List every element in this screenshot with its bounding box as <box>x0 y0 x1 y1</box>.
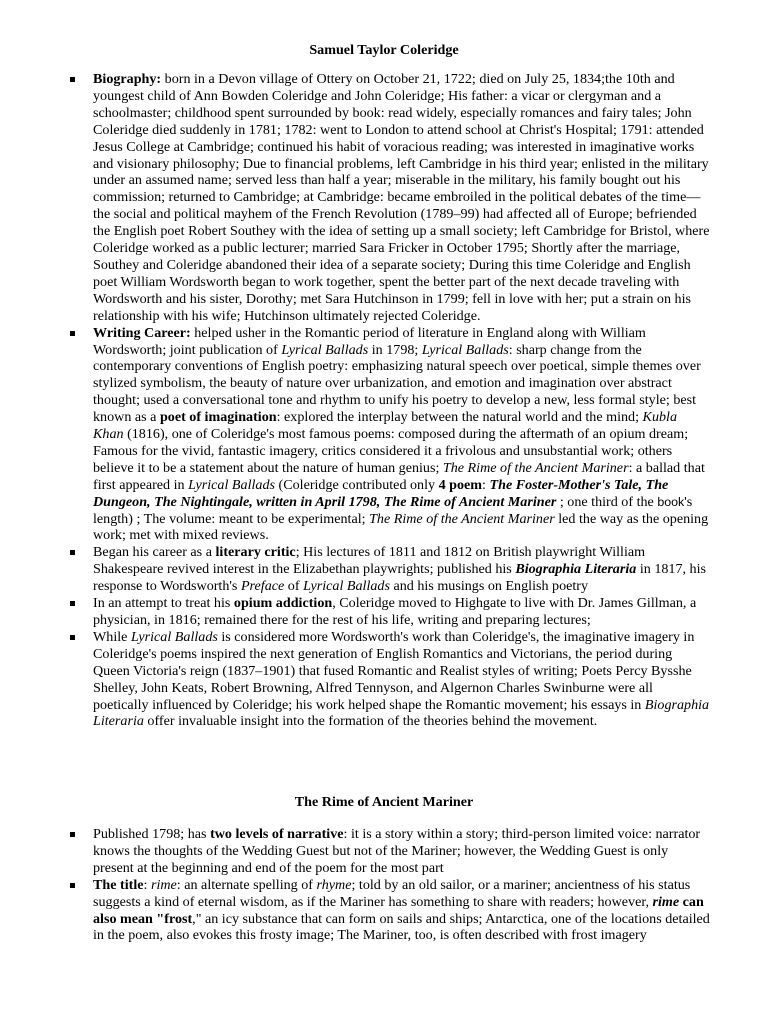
the-title-label: The title <box>93 876 144 893</box>
text-run: ; one third of the <box>556 493 658 510</box>
italic-title: The Rime of the Ancient Mariner <box>442 459 629 476</box>
text-run: : explored the interplay between the natural world and the mind; <box>276 409 643 426</box>
bold-term: opium addiction <box>233 595 333 612</box>
text-run: ," an icy substance that can form on sails and ships; Antarctica, one of the locations detailed in the poem, also evokes this frosty image; The Mariner, too, is often described with frost imagery <box>93 910 710 944</box>
bullet-icon <box>70 601 75 606</box>
bold-term: can also mean "frost <box>93 893 704 927</box>
text-run: in 1817, his response to Wordsworth's <box>93 561 707 595</box>
list-item-published <box>0 826 711 877</box>
text-run: 's length) ; The volume: meant to be experimental; <box>93 493 693 527</box>
text-run: ; His lectures of 1811 and 1812 on British playwright William Shakespeare revived interest in the Elizabethan playwrights; published his <box>93 544 646 578</box>
writing-career-label: Writing Career: <box>93 324 191 341</box>
text-run: book <box>657 494 685 509</box>
text-run: ; told by an old sailor, or a mariner; ancientness of his status suggests a kind of eternal wisdom, as if the Mariner has something to share with readers; however, <box>93 876 691 910</box>
text-run: led the way as the opening work; met with mixed reviews. <box>93 510 709 544</box>
bold-term: two levels of narrative <box>210 826 344 842</box>
bullet-icon <box>70 883 75 888</box>
text-run: of <box>284 578 304 595</box>
text-run: (1816), one of Coleridge's most famous poems: composed during the aftermath of an opium dream; Famous for the vivid, fantastic imagery, critics considered it a frivolous and unsubstantial work; others believe it to be a statement about the nature of human genius; <box>93 426 689 476</box>
bold-italic-title: Biographia Literaria <box>515 561 637 578</box>
bullet-icon <box>70 635 75 640</box>
text-run: offer invaluable insight into the formation of the theories behind the movement. <box>143 713 598 730</box>
italic-title: Biographia Literaria <box>93 696 710 730</box>
list-item-the-title <box>0 877 711 945</box>
text-run: : sharp change from the contemporary conventions of English poetry: emphasizing natural speech over poetical, simple themes over stylized symbolism, the beauty of nature over urbanization, and emotion and imagination over abstract thought; used a conversational tone and rhythm to unify his poetry to develop a new, less formal style; best known as a <box>93 341 701 426</box>
bold-italic-poem-list: The Foster-Mother's Tale, The Dungeon, The Nightingale, written in April 1798, The Rime of Ancient Mariner <box>93 476 669 510</box>
italic-title: Kubla Khan <box>93 409 678 443</box>
bullet-icon <box>70 550 75 555</box>
bold-italic-term: rime <box>652 893 680 910</box>
list-item-biography <box>0 71 711 325</box>
text-run: : an alternate spelling of <box>176 876 317 893</box>
text-run: : <box>143 876 151 893</box>
bold-term: literary critic <box>215 544 296 561</box>
text-run: : a ballad that first appeared in <box>93 459 705 493</box>
text-run: : it is a story within a story; third-person limited voice: narrator knows the thoughts of the Wedding Guest but not of the Mariner; however, the Wedding Guest is only present at the beginning and end of the poem for the most part <box>93 826 701 876</box>
bullet-icon <box>70 331 75 336</box>
bullet-icon <box>70 832 75 837</box>
list-item-opium-addiction <box>0 595 711 629</box>
bold-term: 4 poem <box>438 476 483 493</box>
text-run: is considered more Wordsworth's work than Coleridge's, the imaginative imagery in Coleridge's poems inspired the next generation of English Romantics and Victorians, the period during Queen Victoria's reign (1837–1901) that fused Romantic and Realist styles of writing; Poets Percy Bysshe Shelley, John Keats, Robert Browning, Alfred Tennyson, and Algernon Charles Swinburne were all poetically influenced by Coleridge; his work helped shape the Romantic movement; his essays in <box>93 628 695 713</box>
italic-title: The Rime of the Ancient Mariner <box>369 510 555 527</box>
italic-title: Lyrical Ballads <box>281 341 369 358</box>
text-run: Began his career as a <box>93 544 216 561</box>
list-item-writing-career <box>0 325 711 545</box>
text-run: (Coleridge contributed only <box>274 476 439 493</box>
text-run: While <box>93 628 131 645</box>
biography-text: born in a Devon village of Ottery on October 21, 1722; died on July 25, 1834;the 10th and youngest child of Ann Bowden Coleridge and John Coleridge; His father: a vicar or clergyman and a schoolmaster; childhood spent surrounded by book: read widely, especially romances and fairy tales; John Coleridge died suddenly in 1781; 1782: went to London to attend school at Christ's Hospital; 1791: attended Jesus College at Cambridge; continued his habit of voracious reading; was interested in imaginative works and visionary philosophy; Due to financial problems, left Cambridge in his third year; enlisted in the military under an assumed name; served less than half a year; miserable in the military, his family bought out his commission; returned to Cambridge; at Cambridge: became embroiled in the political debates of the time—the social and political mayhem of the French Revolution (1789–99) had affected all of Europe; befriended the English poet Robert Southey with the idea of setting up a small society; left Cambridge for Bristol, where Coleridge worked as a public lecturer; married Sara Fricker in October 1795; Shortly after the marriage, Southey and Coleridge abandoned their idea of a separate society; During this time Coleridge and English poet William Wordsworth began to work together, spent the better part of the next decade traveling with Wordsworth and his sister, Dorothy; met Sara Hutchinson in 1799; fell in love with her; put a strain on his relationship with his wife; Hutchinson ultimately rejected Coleridge. <box>93 71 710 324</box>
text-run: In an attempt to treat his <box>93 595 234 612</box>
mariner-bullet-list <box>0 826 768 944</box>
list-item-legacy <box>0 629 711 730</box>
text-run: : <box>482 476 490 493</box>
italic-title: Lyrical Ballads <box>130 628 218 645</box>
list-item-literary-critic <box>0 544 711 595</box>
italic-title: Lyrical Ballads <box>421 341 509 358</box>
italic-term: rhyme <box>316 876 352 893</box>
text-run: helped usher in the Romantic period of literature in England along with William Wordsworth; joint publication of <box>93 324 646 358</box>
text-run: and his musings on English poetry <box>389 578 589 595</box>
italic-term: rime <box>150 876 177 893</box>
page-title: Samuel Taylor Coleridge <box>309 42 459 58</box>
italic-title: Preface <box>240 578 285 595</box>
text-run: Published 1798; has <box>93 826 211 842</box>
italic-title: Lyrical Ballads <box>303 578 390 595</box>
text-run: in 1798; <box>368 341 422 358</box>
bold-term: poet of imagination <box>159 409 277 426</box>
coleridge-bullet-list <box>0 71 768 730</box>
bullet-icon <box>70 77 75 82</box>
section-title: The Rime of Ancient Mariner <box>294 794 474 810</box>
text-run: , Coleridge moved to Highgate to live with Dr. James Gillman, a physician, in 1816; remained there for the rest of his life, writing and preparing lectures; <box>93 595 697 628</box>
biography-label: Biography: <box>93 71 162 87</box>
italic-title: Lyrical Ballads <box>188 476 275 493</box>
